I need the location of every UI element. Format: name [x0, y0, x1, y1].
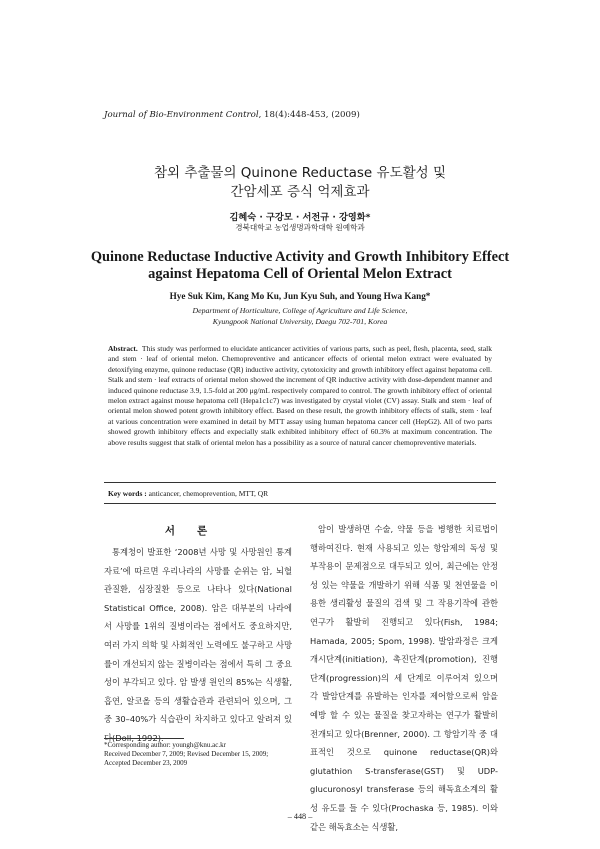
english-title-line2: against Hepatoma Cell of Oriental Melon Extract: [148, 266, 452, 282]
section-heading-introduction: 서론: [164, 525, 230, 537]
abstract-text: This study was performed to elucidate anticancer activities of various parts, such as peel, flesh, placenta, seed, stalk and stem · leaf of oriental melon. Chemopreventive and anticancer effects of oriental melon extract were evaluated by detoxifying enzyme, quinone reductase (QR) inductive activity, cytotoxicity and growth inhibitory effect against hepatoma cell. Stalk and stem · leaf extracts of oriental melon showed the increment of QR inductive activity with dose-dependent manner and induced quinone reductase 3.9, 1.5-fold at 200 μg/mL respectively compared to control. The growth inhibitory effect of oriental melon extract against mouse hepatoma cell (Hepa1c1c7) was investigated by crystal violet (CV) assay. Stalk and stem · leaf of oriental melon showed potent growth inhibitory effect. Based on these result, the growth inhibitory effects of stalk, stem · leaf at various concentration were examined in detail by MTT assay using human hepatoma cancer cell (HepG2). All of two parts showed growth inhibitory effects and expecially stalk exhibited inhibitory effect of 60.3% at maximum concentration. The above results suggest that stalk of oriental melon has a possibility as a source of natural cancer chemopreventive materials.: [108, 344, 493, 447]
accepted-date: Accepted December 23, 2009: [104, 758, 188, 767]
abstract-label: Abstract.: [108, 344, 138, 353]
body-left-column: 통계청이 발표한 ‘2008년 사망 및 사망원인 통계자료’에 따르면 우리나라의 사망률 순위는 암, 뇌혈관질환, 심장질환 등으로 나타나 있다(National Statistical Office, 2008). 암은 대부분의 나라에서 사망률 1위의 질병이라는 점에서도 중요하지만, 여러 가지 의학 및 사회적인 노력에도 불구하고 사망률이 개선되지 않는 질병이라는 점에서 특히 그 중요성이 부각되고 있다. 암 발생 원인의 85%는 식생활, 흡연, 알코올 등의 생활습관과 관련되어 있으며, 그 중 30–40%가 식습관이 차지하고 있다고 알려져 있다(Doll, 1992).: [104, 547, 292, 743]
korean-authors: 김혜숙 · 구강모 · 서전규 · 강영화*: [229, 212, 371, 223]
page-number: – 448 –: [287, 812, 313, 821]
english-affiliation-line1: Department of Horticulture, College of Agriculture and Life Science,: [192, 306, 408, 315]
body-right-column: 암이 발생하면 수술, 약물 등을 병행한 치료법이 행하여진다. 현재 사용되고 있는 항암제의 독성 및 부작용이 문제점으로 대두되고 있어, 최근에는 안정성 있는 약물을 개발하기 위해 식품 및 천연물을 이용한 생리활성 물질의 검색 및 그 작용기작에 관한 연구가 활발히 진행되고 있다(Fish, 1984; Hamada, 2005; Spom, 1998). 발암과정은 크게 개시단계(initiation), 촉진단계(promotion), 진행단계(progression)의 세 단계로 이루어져 있으며 각 발암단계를 유발하는 인자를 제어함으로써 암을 예방 할 수 있는 물질을 찾고자하는 연구가 활발히 전개되고 있다(Brenner, 2000). 그 항암기작 중 대표적인 것으로 quinone reductase(QR)와 glutathion S-transferase(GST) 및 UDP-glucuronosyl transferase 등의 해독효소계의 활성 유도를 들 수 있다(Prochaska 등, 1985). 이와 같은 해독효소는 식생활,: [310, 524, 498, 832]
korean-title-line1: 참외 추출물의 Quinone Reductase 유도활성 및: [153, 165, 447, 181]
abstract: [108, 344, 492, 448]
english-affiliation-line2: Kyungpook National University, Daegu 702-701, Korea: [212, 317, 388, 326]
journal-volume-pages: , 18(4):448-453, (2009): [258, 110, 360, 120]
korean-affiliation: 경북대학교 농업생명과학대학 원예학과: [235, 223, 365, 232]
footnote: [104, 741, 304, 767]
received-dates: Received December 7, 2009; Revised December 15, 2009;: [104, 749, 269, 758]
footnote-rule: [104, 738, 184, 739]
keywords-text: anticancer, chemoprevention, MTT, QR: [148, 489, 269, 498]
korean-title-line2: 간암세포 증식 억제효과: [230, 184, 370, 200]
english-title-line1: Quinone Reductase Inductive Activity and Growth Inhibitory Effect: [90, 249, 510, 265]
keywords-top-rule: [104, 482, 496, 483]
journal-name: Journal of Bio-Environment Control: [104, 110, 259, 120]
keywords-label: Key words :: [108, 489, 147, 498]
keywords-bottom-rule: [104, 503, 496, 504]
keywords: [108, 489, 268, 498]
journal-citation: [104, 110, 360, 120]
corresponding-author: *Corresponding author: youngh@knu.ac.kr: [104, 741, 226, 749]
english-authors: Hye Suk Kim, Kang Mo Ku, Jun Kyu Suh, and Young Hwa Kang*: [169, 291, 431, 301]
